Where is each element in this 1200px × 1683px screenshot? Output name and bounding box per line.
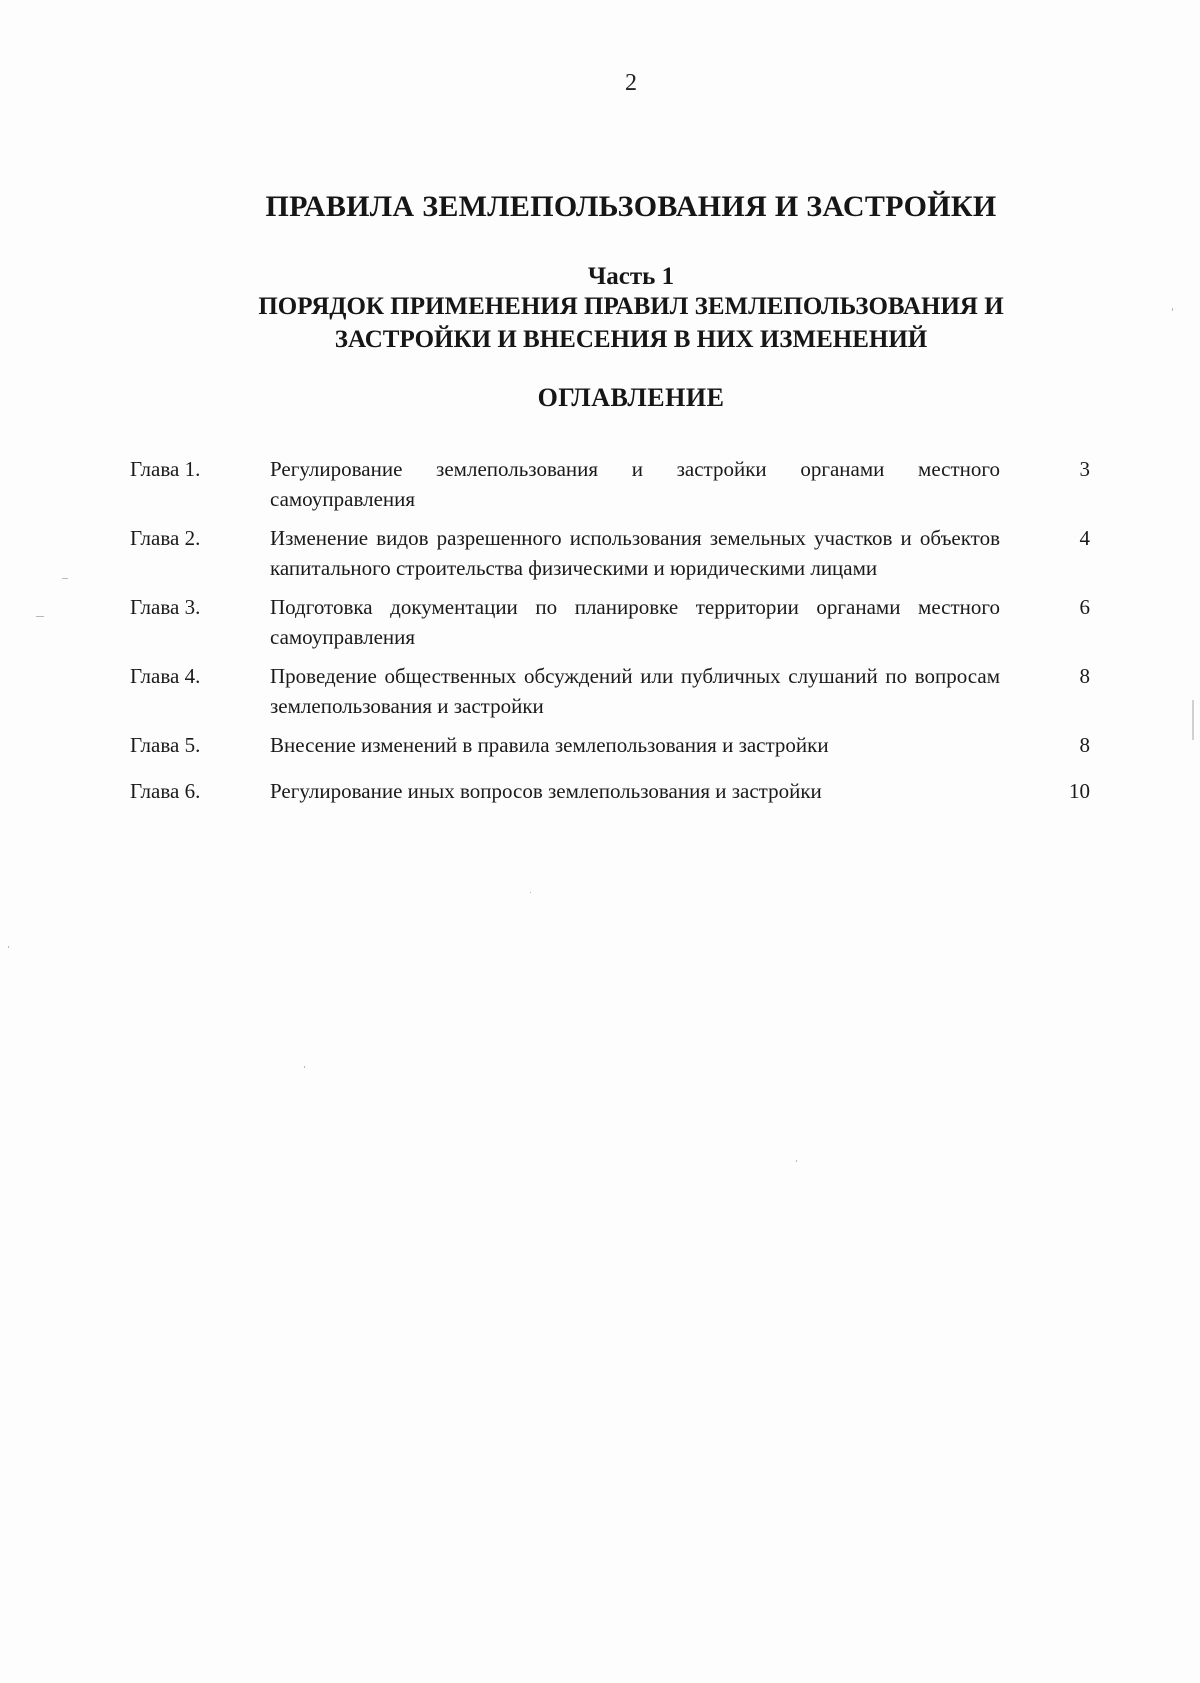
part-title bbox=[0, 290, 1200, 356]
toc-heading: ОГЛАВЛЕНИЕ bbox=[537, 383, 725, 412]
toc-entry-chapter-1[interactable] bbox=[130, 454, 1090, 514]
part-title-line: ПОРЯДОК ПРИМЕНЕНИЯ ПРАВИЛ ЗЕМЛЕПОЛЬЗОВАНИЯ И bbox=[258, 293, 1004, 320]
scan-speck bbox=[1192, 700, 1194, 740]
toc-page-number: 4 bbox=[1079, 526, 1090, 550]
document-title: ПРАВИЛА ЗЕМЛЕПОЛЬЗОВАНИЯ И ЗАСТРОЙКИ bbox=[265, 190, 997, 223]
toc-chapter-label: Глава 4. bbox=[130, 664, 201, 688]
part-label: Часть 1 bbox=[587, 263, 675, 290]
scan-speck bbox=[530, 892, 531, 893]
scan-speck bbox=[62, 578, 68, 579]
toc-page-number: 8 bbox=[1079, 664, 1090, 688]
scan-speck bbox=[796, 1160, 797, 1162]
toc-chapter-title: Подготовка документации по планировке территории органами местного самоуправления bbox=[270, 595, 1000, 649]
toc-chapter-title: Изменение видов разрешенного использования земельных участков и объектов капитального строительства физическими и юридическими лицами bbox=[270, 526, 1000, 580]
toc-chapter-label: Глава 1. bbox=[130, 457, 201, 481]
toc-chapter-label: Глава 6. bbox=[130, 779, 201, 803]
toc-entry-chapter-6[interactable] bbox=[130, 776, 1090, 806]
toc-chapter-label: Глава 3. bbox=[130, 595, 201, 619]
toc-chapter-title: Регулирование землепользования и застройки органами местного самоуправления bbox=[270, 457, 1000, 511]
scan-speck bbox=[1172, 308, 1173, 311]
table-of-contents bbox=[130, 454, 1090, 815]
toc-chapter-title: Проведение общественных обсуждений или публичных слушаний по вопросам землепользования и застройки bbox=[270, 664, 1000, 718]
scan-speck bbox=[304, 1066, 305, 1068]
part-title-line: ЗАСТРОЙКИ И ВНЕСЕНИЯ В НИХ ИЗМЕНЕНИЙ bbox=[334, 326, 928, 353]
toc-entry-chapter-5[interactable] bbox=[130, 730, 1090, 760]
toc-page-number: 10 bbox=[1069, 779, 1090, 803]
scan-speck bbox=[8, 946, 9, 948]
toc-entry-chapter-4[interactable] bbox=[130, 661, 1090, 721]
toc-chapter-label: Глава 5. bbox=[130, 733, 201, 757]
toc-chapter-title: Регулирование иных вопросов землепользования и застройки bbox=[270, 779, 822, 803]
scan-speck bbox=[36, 616, 44, 617]
toc-entry-chapter-3[interactable] bbox=[130, 592, 1090, 652]
toc-entry-chapter-2[interactable] bbox=[130, 523, 1090, 583]
page-number: 2 bbox=[625, 70, 637, 96]
toc-page-number: 8 bbox=[1079, 733, 1090, 757]
toc-page-number: 3 bbox=[1079, 457, 1090, 481]
toc-chapter-label: Глава 2. bbox=[130, 526, 201, 550]
toc-chapter-title: Внесение изменений в правила землепользования и застройки bbox=[270, 733, 829, 757]
toc-page-number: 6 bbox=[1079, 595, 1090, 619]
